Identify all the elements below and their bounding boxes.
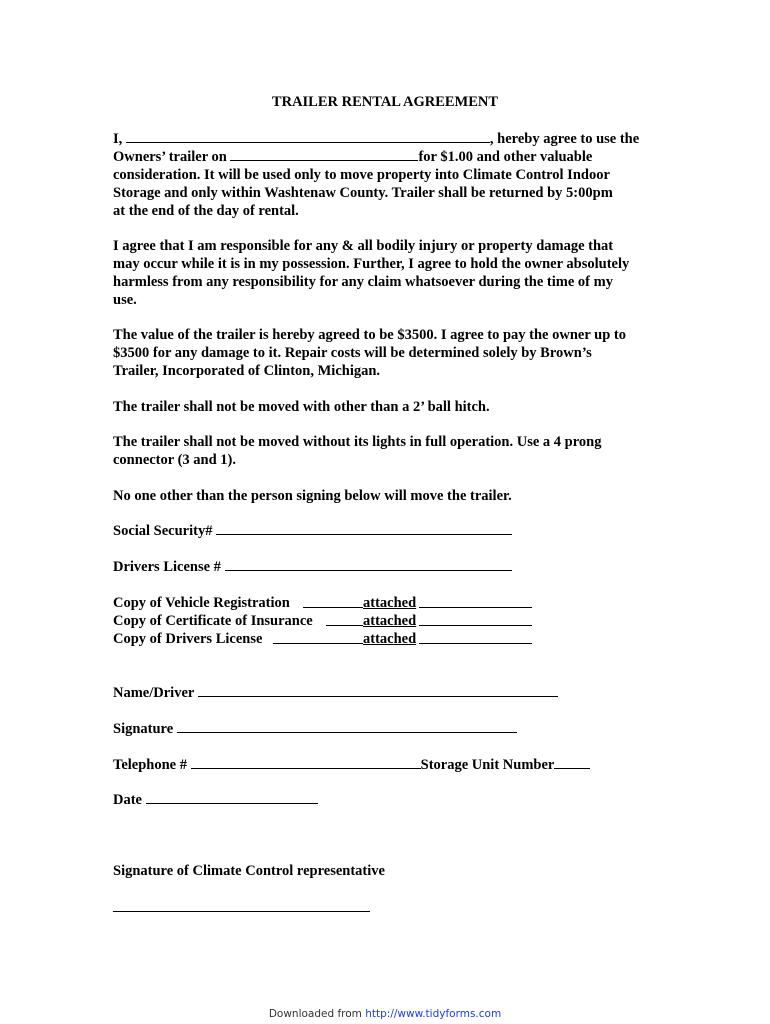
renter-name-blank[interactable] <box>126 130 490 143</box>
agreement-paragraph-2 <box>113 237 673 309</box>
signature-blank[interactable] <box>177 720 517 733</box>
date-row <box>113 791 318 809</box>
para1-line3: consideration. It will be used only to move property into Climate Control Indoor <box>113 167 610 183</box>
rep-signature-blank[interactable] <box>113 911 370 912</box>
rep-signature-label: Signature of Climate Control representative <box>113 863 385 879</box>
para1-line5: at the end of the day of rental. <box>113 203 299 219</box>
name-driver-blank[interactable] <box>198 684 558 697</box>
para2-line3: harmless from any responsibility for any claim whatsoever during the time of my <box>113 274 613 290</box>
certificate-insurance-attached: attached <box>363 613 417 629</box>
copy-drivers-license-blank-pre[interactable] <box>273 643 363 644</box>
para2-line1: I agree that I am responsible for any & all bodily injury or property damage that <box>113 238 614 254</box>
para1-line2-end: for $1.00 and other valuable <box>418 149 593 165</box>
date-blank[interactable] <box>146 791 318 804</box>
drivers-license-label: Drivers License # <box>113 559 221 575</box>
certificate-insurance-blank-pre[interactable] <box>326 625 363 626</box>
para1-line2-start: Owners’ trailer on <box>113 149 227 165</box>
name-driver-row <box>113 684 558 702</box>
storage-unit-label: Storage Unit Number <box>420 757 555 773</box>
vehicle-registration-blank-pre[interactable] <box>303 607 363 608</box>
para4-line1: The trailer shall not be moved with other than a 2’ ball hitch. <box>113 399 490 415</box>
certificate-insurance-label: Copy of Certificate of Insurance <box>113 613 313 629</box>
para1-line4: Storage and only within Washtenaw County. Trailer shall be returned by 5:00pm <box>113 185 613 201</box>
footer-link[interactable]: http://www.tidyforms.com <box>365 1008 502 1020</box>
telephone-row <box>113 756 590 774</box>
vehicle-registration-attached: attached <box>363 595 417 611</box>
ssn-label: Social Security# <box>113 523 213 539</box>
name-driver-label: Name/Driver <box>113 685 195 701</box>
copy-drivers-license-attached: attached <box>363 631 417 647</box>
telephone-label: Telephone # <box>113 757 187 773</box>
para2-line4: use. <box>113 292 137 308</box>
para5-line2: connector (3 and 1). <box>113 452 236 468</box>
para3-line1: The value of the trailer is hereby agreed to be $3500. I agree to pay the owner up to <box>113 327 626 343</box>
telephone-blank[interactable] <box>191 756 421 769</box>
page-title: TRAILER RENTAL AGREEMENT <box>271 94 499 110</box>
drivers-license-row <box>113 558 512 576</box>
certificate-insurance-blank-post[interactable] <box>419 625 532 626</box>
copy-drivers-license-blank-post[interactable] <box>419 643 532 644</box>
agreement-paragraph-5 <box>113 433 673 469</box>
date-label: Date <box>113 792 142 808</box>
copy-drivers-license-label: Copy of Drivers License <box>113 631 263 647</box>
rental-date-blank[interactable] <box>230 148 418 161</box>
agreement-paragraph-3 <box>113 326 673 380</box>
agreement-paragraph-6 <box>113 487 673 505</box>
para6-line1: No one other than the person signing below will move the trailer. <box>113 488 512 504</box>
ssn-blank[interactable] <box>216 522 512 535</box>
footer <box>0 1008 770 1020</box>
agreement-paragraph-4 <box>113 398 673 416</box>
para1-line1-start: I, <box>113 131 123 147</box>
para3-line2: $3500 for any damage to it. Repair costs will be determined solely by Brown’s <box>113 345 592 361</box>
signature-row <box>113 720 517 738</box>
agreement-paragraph-1 <box>113 130 673 220</box>
vehicle-registration-blank-post[interactable] <box>419 607 532 608</box>
footer-prefix: Downloaded from <box>268 1008 362 1020</box>
vehicle-registration-label: Copy of Vehicle Registration <box>113 595 290 611</box>
para1-line1-end: , hereby agree to use the <box>489 131 640 147</box>
para5-line1: The trailer shall not be moved without its lights in full operation. Use a 4 prong <box>113 434 602 450</box>
signature-label: Signature <box>113 721 174 737</box>
drivers-license-blank[interactable] <box>225 558 512 571</box>
para2-line2: may occur while it is in my possession. Further, I agree to hold the owner absolutely <box>113 256 630 272</box>
para3-line3: Trailer, Incorporated of Clinton, Michigan. <box>113 363 381 379</box>
storage-unit-blank[interactable] <box>554 756 590 769</box>
ssn-row <box>113 522 512 540</box>
